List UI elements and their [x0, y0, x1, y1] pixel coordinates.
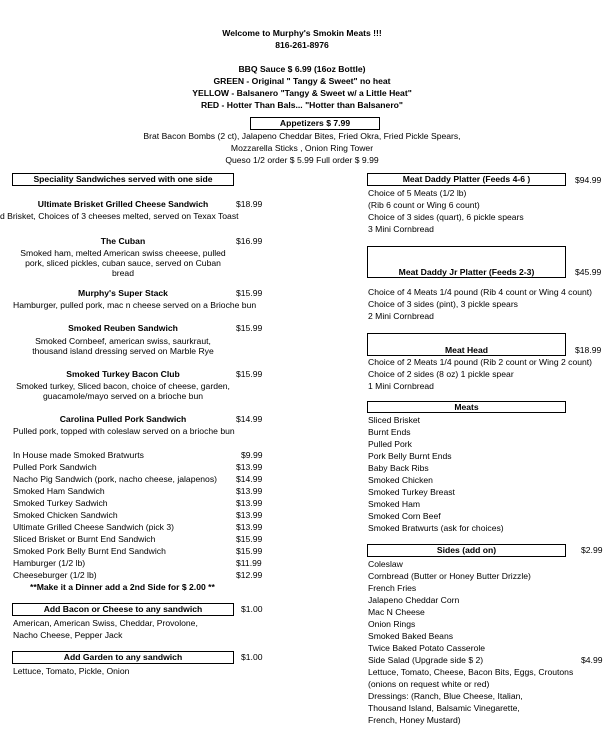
dinner-note: **Make it a Dinner add a 2nd Side for $ 2.00 **: [30, 582, 215, 592]
sandwich-price: $13.99: [236, 498, 263, 508]
meat-item: Smoked Chicken: [368, 475, 433, 485]
meat-head-header: Meat Head: [367, 333, 566, 356]
meat-item: Baby Back Ribs: [368, 463, 429, 473]
side-item: Cornbread (Butter or Honey Butter Drizzle): [368, 571, 531, 581]
specialty-item-price: $14.99: [236, 414, 263, 424]
specialty-item-desc: bread: [112, 268, 134, 278]
sauce-line-1: BBQ Sauce $ 6.99 (16oz Bottle): [238, 64, 366, 74]
side-salad-detail: Thousand Island, Balsamic Vinegarette,: [368, 703, 520, 713]
sandwich-name: Smoked Ham Sandwich: [13, 486, 105, 496]
meat-head-detail: Choice of 2 Meats 1/4 pound (Rib 2 count or Wing 2 count): [368, 357, 593, 367]
meat-item: Sliced Brisket: [368, 415, 421, 425]
specialty-item-price: $18.99: [236, 199, 263, 209]
garden-price: $1.00: [241, 652, 263, 662]
jr-platter-price: $45.99: [575, 267, 602, 277]
specialty-item-name: The Cuban: [100, 236, 146, 246]
specialty-item-desc: thousand island dressing served on Marble Rye: [32, 346, 214, 356]
jr-platter-header: Meat Daddy Jr Platter (Feeds 2-3): [367, 246, 566, 278]
specialty-item-desc: Pulled pork, topped with coleslaw served on a brioche bun: [13, 426, 235, 436]
sandwich-name: Cheeseburger (1/2 lb): [13, 570, 97, 580]
side-item: French Fries: [368, 583, 417, 593]
garden-options: Lettuce, Tomato, Pickle, Onion: [13, 666, 130, 676]
sandwich-name: Sliced Brisket or Burnt End Sandwich: [13, 534, 156, 544]
sandwich-name: Nacho Pig Sandwich (pork, nacho cheese, jalapenos): [13, 474, 217, 484]
sandwich-name: Smoked Turkey Sadwich: [13, 498, 108, 508]
specialty-item-desc: Hamburger, pulled pork, mac n cheese served on a Brioche bun: [13, 300, 257, 310]
sauce-line-3: YELLOW - Balsanero "Tangy & Sweet w/ a Little Heat": [192, 88, 412, 98]
specialty-item-desc: guacamole/mayo served on a brioche bun: [42, 391, 204, 401]
sandwich-price: $14.99: [236, 474, 263, 484]
sandwich-name: Smoked Pork Belly Burnt End Sandwich: [13, 546, 166, 556]
platter-detail: 3 Mini Cornbread: [368, 224, 434, 234]
specialty-item-price: $15.99: [236, 288, 263, 298]
sandwich-price: $13.99: [236, 510, 263, 520]
sandwich-price: $13.99: [236, 486, 263, 496]
appetizers-line-2: Mozzarella Sticks , Onion Ring Tower: [230, 143, 374, 153]
side-item: Onion Rings: [368, 619, 416, 629]
specialty-item-price: $15.99: [236, 323, 263, 333]
meat-item: Burnt Ends: [368, 427, 411, 437]
appetizers-line-1: Brat Bacon Bombs (2 ct), Jalapeno Cheddar Bites, Fried Okra, Fried Pickle Spears,: [143, 131, 461, 141]
side-item: Smoked Baked Beans: [368, 631, 454, 641]
platter-detail: (Rib 6 count or Wing 6 count): [368, 200, 480, 210]
appetizers-line-3: Queso 1/2 order $ 5.99 Full order $ 9.99: [225, 155, 379, 165]
sides-header: Sides (add on): [367, 544, 566, 557]
phone-number: 816-261-8976: [275, 40, 329, 50]
meat-item: Pork Belly Burnt Ends: [368, 451, 452, 461]
jr-platter-detail: Choice of 3 sides (pint), 3 pickle spears: [368, 299, 518, 309]
sandwich-price: $13.99: [236, 522, 263, 532]
sandwich-price: $15.99: [236, 546, 263, 556]
sandwich-name: Smoked Chicken Sandwich: [13, 510, 118, 520]
specialty-item-name: Murphy's Super Stack: [78, 288, 168, 298]
bacon-cheese-options: Nacho Cheese, Pepper Jack: [13, 630, 123, 640]
sandwich-price: $12.99: [236, 570, 263, 580]
meat-head-detail: 1 Mini Cornbread: [368, 381, 434, 391]
garden-header: Add Garden to any sandwich: [12, 651, 234, 664]
platter-detail: Choice of 5 Meats (1/2 lb): [368, 188, 467, 198]
specialty-item-name: Ultimate Brisket Grilled Cheese Sandwich: [37, 199, 209, 209]
specialty-item-price: $15.99: [236, 369, 263, 379]
meat-item: Smoked Turkey Breast: [368, 487, 455, 497]
specialty-item-price: $16.99: [236, 236, 263, 246]
side-item: Twice Baked Potato Casserole: [368, 643, 486, 653]
specialty-item-desc: d Brisket, Choices of 3 cheeses melted, served on Texax Toast: [0, 211, 239, 221]
sandwich-price: $9.99: [241, 450, 263, 460]
bacon-cheese-options: American, American Swiss, Cheddar, Provolone,: [13, 618, 198, 628]
meat-item: Pulled Pork: [368, 439, 412, 449]
side-salad-detail: Dressings: (Ranch, Blue Cheese, Italian,: [368, 691, 523, 701]
meat-item: Smoked Bratwurts (ask for choices): [368, 523, 504, 533]
sandwich-name: Ultimate Grilled Cheese Sandwich (pick 3): [13, 522, 174, 532]
side-salad-price: $4.99: [581, 655, 603, 665]
sandwich-name: Pulled Pork Sandwich: [13, 462, 97, 472]
specialty-item-name: Smoked Turkey Bacon Club: [66, 369, 180, 379]
bacon-cheese-header: Add Bacon or Cheese to any sandwich: [12, 603, 234, 616]
jr-platter-detail: 2 Mini Cornbread: [368, 311, 434, 321]
side-item: Coleslaw: [368, 559, 403, 569]
sauce-line-4: RED - Hotter Than Bals... "Hotter than Balsanero": [200, 100, 403, 110]
sandwich-price: $13.99: [236, 462, 263, 472]
menu-title: Welcome to Murphy's Smokin Meats !!!: [222, 28, 382, 38]
side-item: Mac N Cheese: [368, 607, 425, 617]
meat-head-detail: Choice of 2 sides (8 oz) 1 pickle spear: [368, 369, 514, 379]
meat-head-price: $18.99: [575, 345, 602, 355]
specialty-item-desc: Smoked turkey, Sliced bacon, choice of cheese, garden,: [16, 381, 230, 391]
specialty-item-name: Smoked Reuben Sandwich: [68, 323, 178, 333]
side-salad-detail: (onions on request white or red): [368, 679, 490, 689]
specialty-item-desc: Smoked Cornbeef, american swiss, saurkraut,: [35, 336, 211, 346]
platter-detail: Choice of 3 sides (quart), 6 pickle spears: [368, 212, 524, 222]
meat-item: Smoked Corn Beef: [368, 511, 441, 521]
sandwich-price: $11.99: [236, 558, 262, 568]
sandwich-price: $15.99: [236, 534, 263, 544]
sandwich-name: Hamburger (1/2 lb): [13, 558, 86, 568]
side-salad-detail: French, Honey Mustard): [368, 715, 461, 725]
platter-header: Meat Daddy Platter (Feeds 4-6 ): [367, 173, 566, 186]
specialty-item-name: Carolina Pulled Pork Sandwich: [59, 414, 187, 424]
appetizers-header: Appetizers $ 7.99: [250, 117, 380, 130]
bacon-cheese-price: $1.00: [241, 604, 263, 614]
specialty-item-desc: Smoked ham, melted American swiss cheeese, pulled: [20, 248, 226, 258]
side-salad: Side Salad (Upgrade side $ 2): [368, 655, 484, 665]
meats-header: Meats: [367, 401, 566, 413]
meat-item: Smoked Ham: [368, 499, 421, 509]
specialty-header: Speciality Sandwiches served with one side: [12, 173, 234, 186]
specialty-item-desc: pork, sliced pickles, cuban sauce, served on Cuban: [25, 258, 221, 268]
sides-price: $2.99: [581, 545, 603, 555]
side-item: Jalapeno Cheddar Corn: [368, 595, 460, 605]
jr-platter-detail: Choice of 4 Meats 1/4 pound (Rib 4 count or Wing 4 count): [368, 287, 593, 297]
sandwich-name: In House made Smoked Bratwurts: [13, 450, 144, 460]
side-salad-detail: Lettuce, Tomato, Cheese, Bacon Bits, Eggs, Croutons: [368, 667, 574, 677]
sauce-line-2: GREEN - Original " Tangy & Sweet" no heat: [213, 76, 391, 86]
platter-price: $94.99: [575, 175, 602, 185]
